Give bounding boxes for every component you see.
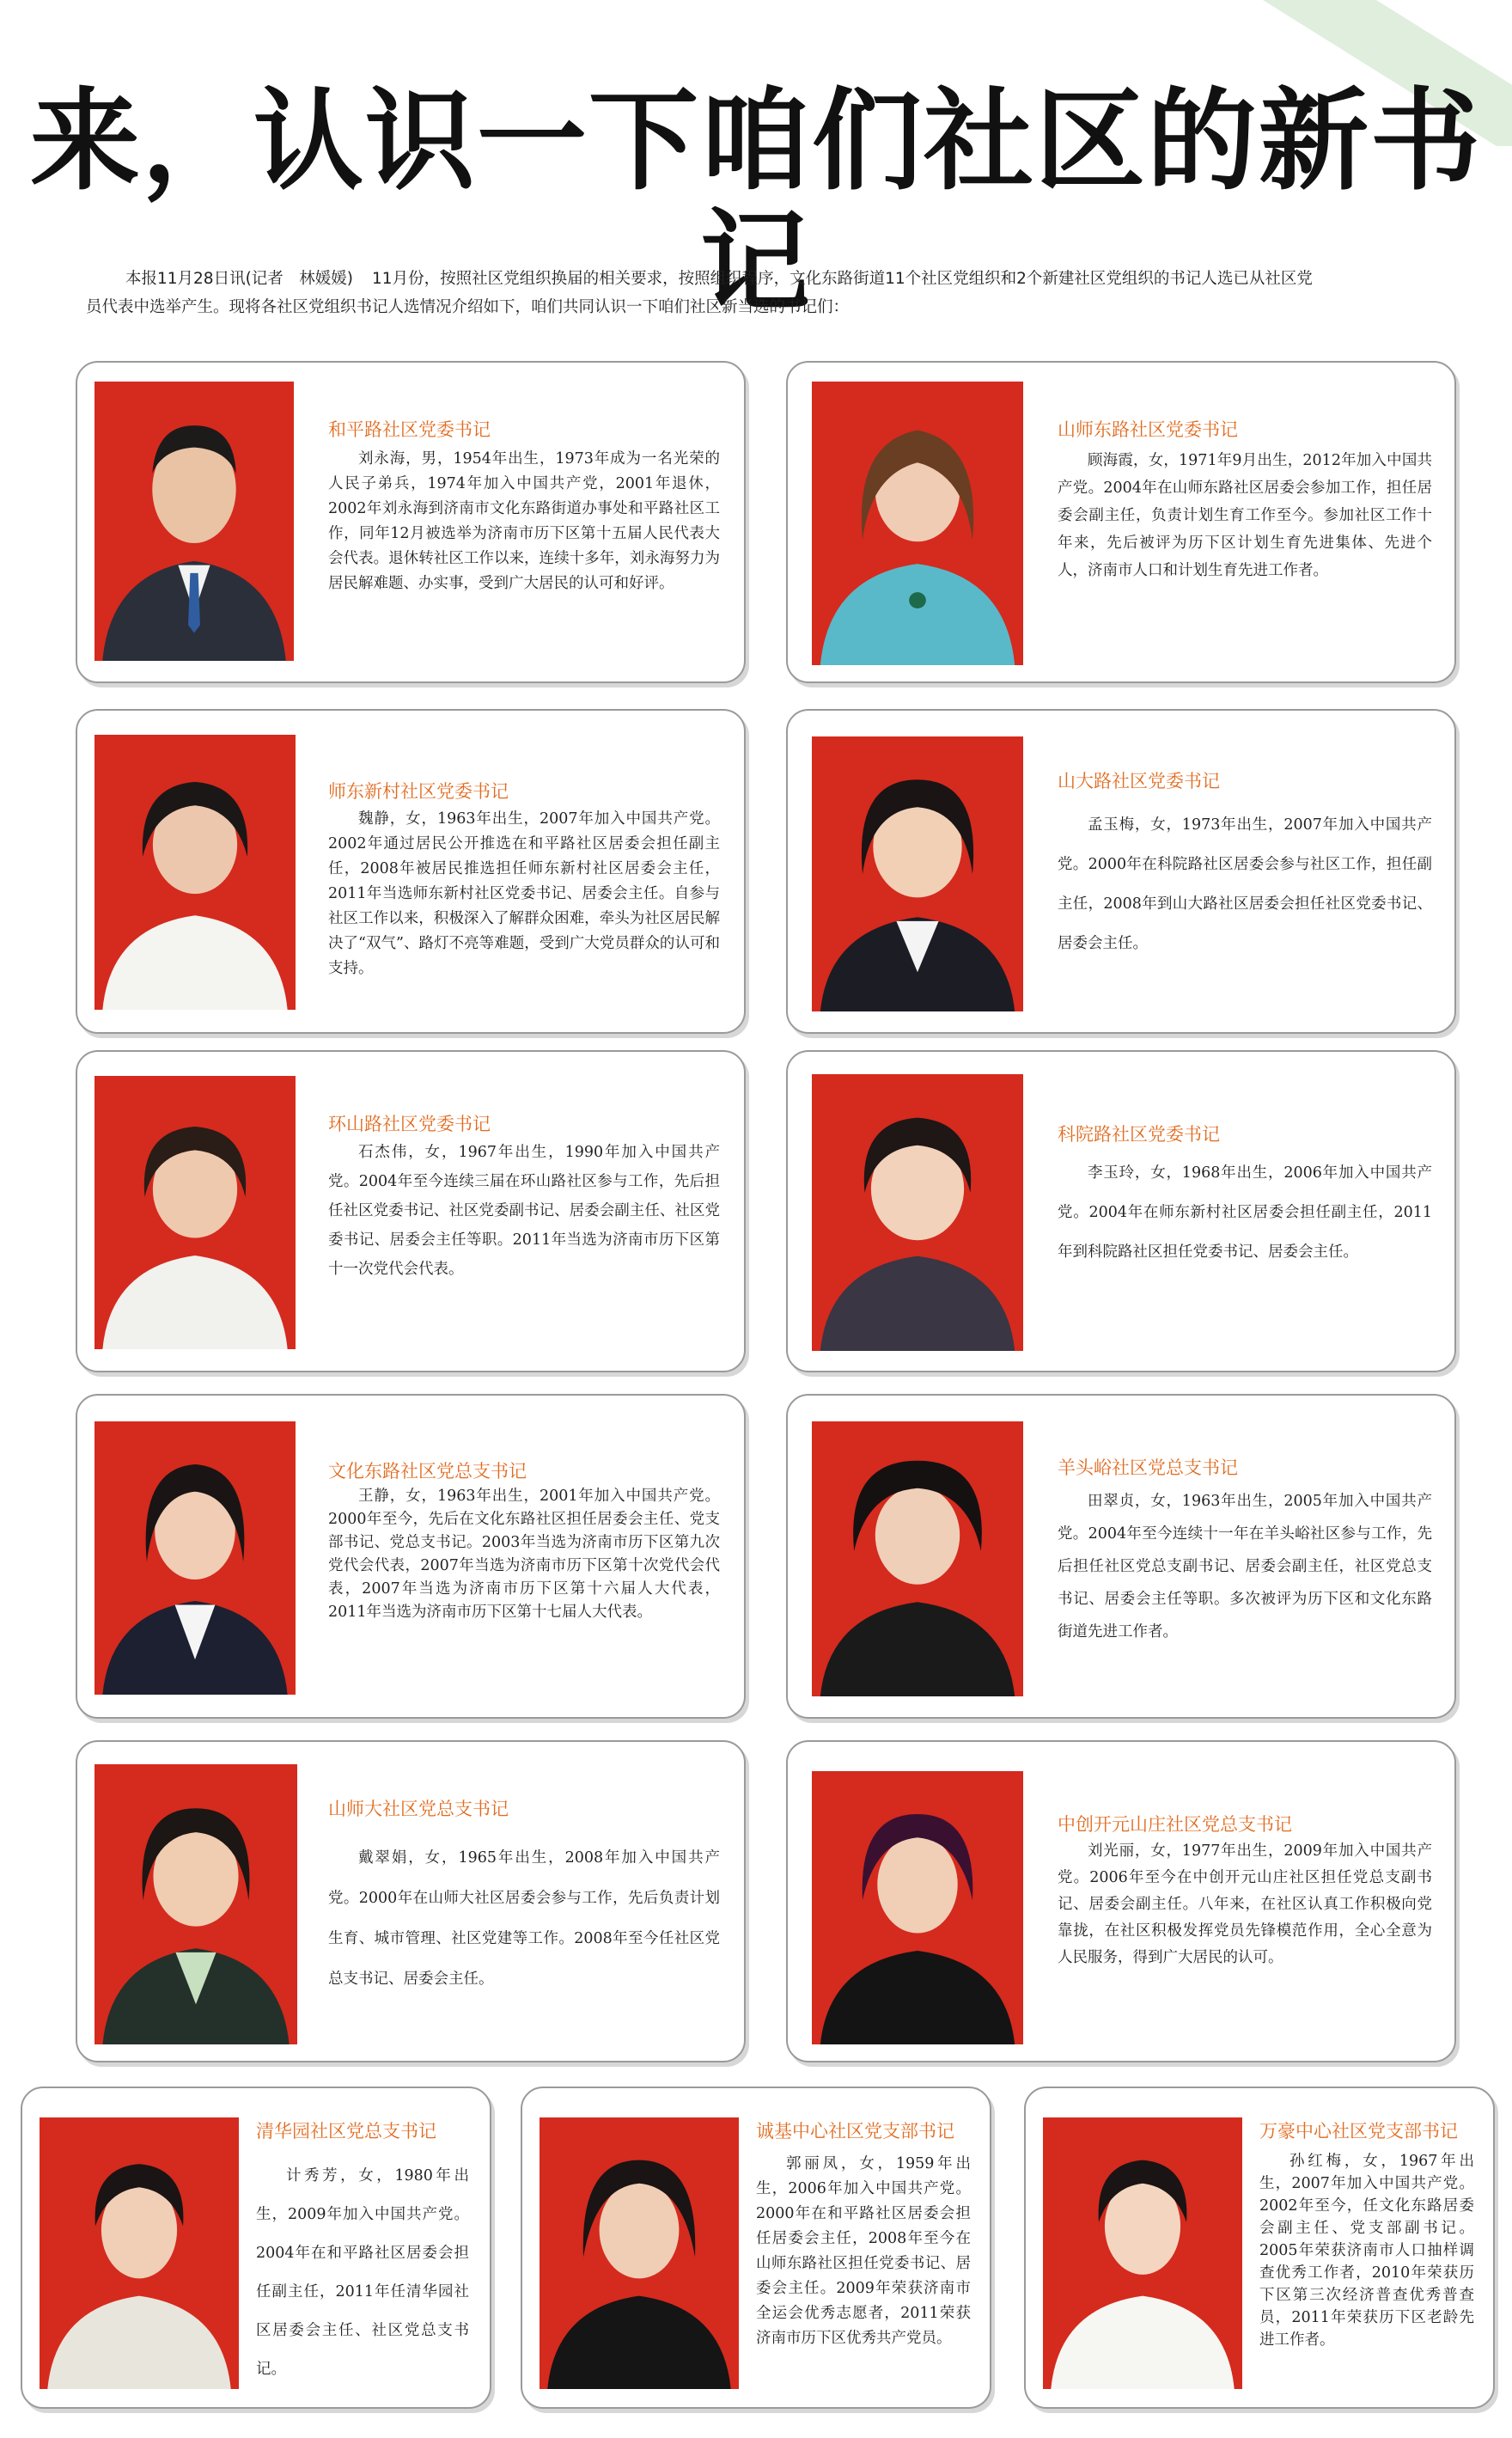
- card-bio: 刘永海，男，1954年出生，1973年成为一名光荣的人民子弟兵，1974年加入中国共产党，2001年退休，2002年刘永海到济南市文化东路街道办事处和平路社区工作，同年12月被选举为济南市历下区第十五届人民代表大会代表。退休转社区工作以来，连续十多年，刘永海努力为居民解难题、办实事，受到广大居民的认可和好评。: [328, 450, 720, 592]
- card-title: 清华园社区党总支书记: [256, 2121, 436, 2142]
- card-bio: 王静，女，1963年出生，2001年加入中国共产党。2000年至今，先后在文化东路社区担任居委会主任、党支部书记、党总支书记。2003年当选为济南市历下区第九次党代会代表，2007年当选为济南市历下区第十次党代会代表，2007年当选为济南市历下区第十六届人大代表，2011年当选为济南市历下区第十七届人大代表。: [328, 1488, 720, 1621]
- card-title: 中创开元山庄社区党总支书记: [1058, 1814, 1292, 1835]
- card-bio: 刘光丽，女，1977年出生，2009年加入中国共产党。2006年至今在中创开元山庄社区担任党总支副书记、居委会副主任。八年来，在社区认真工作积极向党靠拢，在社区积极发挥党员先锋模范作用，全心全意为人民服务，得到广大居民的认可。: [1058, 1842, 1432, 1966]
- profile-card: [76, 1050, 746, 1372]
- portrait-photo: [540, 2117, 739, 2389]
- portrait-photo: [94, 1764, 297, 2044]
- profile-card: [1024, 2087, 1495, 2409]
- card-bio: 计秀芳，女，1980年出生，2009年加入中国共产党。2004年在和平路社区居委会担任副主任，2011年任清华园社区居委会主任、社区党总支书记。: [256, 2167, 469, 2378]
- card-title: 山师大社区党总支书记: [328, 1799, 509, 1819]
- portrait-photo: [94, 1421, 296, 1695]
- card-title: 科院路社区党委书记: [1058, 1124, 1220, 1145]
- byline: 本报11月28日讯(记者 林媛媛): [125, 270, 354, 288]
- portrait-photo: [94, 382, 294, 661]
- profile-card: [76, 361, 746, 683]
- portrait-photo: [812, 1771, 1023, 2044]
- card-title: 羊头峪社区党总支书记: [1058, 1457, 1238, 1478]
- profile-card: [786, 1740, 1456, 2062]
- card-title: 环山路社区党委书记: [328, 1114, 491, 1134]
- card-title: 文化东路社区党总支书记: [328, 1461, 527, 1482]
- profile-card: [76, 1394, 746, 1719]
- profile-card: [786, 709, 1456, 1034]
- card-bio: 郭丽凤，女，1959年出生，2006年加入中国共产党。2000年在和平路社区居委会担任居委会主任，2008年至今在山师东路社区担任党委书记、居委会主任。2009年荣获济南市全运会优秀志愿者，2011荣获济南市历下区优秀共产党员。: [756, 2155, 971, 2347]
- card-bio: 魏静，女，1963年出生，2007年加入中国共产党。2002年通过居民公开推选在和平路社区居委会担任副主任，2008年被居民推选担任师东新村社区居委会主任，2011年当选师东新村社区党委书记、居委会主任。自参与社区工作以来，积极深入了解群众困难，牵头为社区居民解决了“双气”、路灯不亮等难题，受到广大党员群众的认可和支持。: [328, 810, 720, 977]
- card-bio: 孙红梅，女，1967年出生，2007年加入中国共产党。2002年至今，任文化东路居委会副主任、党支部副书记。2005年荣获济南市人口抽样调查优秀工作者，2010年荣获历下区第三次经济普查优秀普查员，2011年荣获历下区老龄先进工作者。: [1259, 2153, 1474, 2349]
- card-bio: 顾海霞，女，1971年9月出生，2012年加入中国共产党。2004年在山师东路社区居委会参加工作，担任居委会副主任，负责计划生育工作至今。参加社区工作十年来，先后被评为历下区计划生育先进集体、先进个人，济南市人口和计划生育先进工作者。: [1058, 452, 1432, 579]
- portrait-photo: [94, 735, 296, 1010]
- portrait-photo: [812, 1421, 1023, 1696]
- card-bio: 石杰伟，女，1967年出生，1990年加入中国共产党。2004年至今连续三届在环山路社区参与工作，先后担任社区党委书记、社区党委副书记、居委会副主任、社区党委书记、居委会主任等职。2011年当选为济南市历下区第十一次党代会代表。: [328, 1144, 720, 1278]
- lede-text: 11月份，按照社区党组织换届的相关要求，按照组织程序，文化东路街道11个社区党组织和2个新建社区党组织的书记人选已从社区党员代表中选举产生。现将各社区党组织书记人选情况介绍如下，咱们共同认识一下咱们社区新当选的书记们：: [86, 270, 1313, 316]
- profile-card: [21, 2087, 491, 2409]
- portrait-photo: [94, 1076, 296, 1349]
- portrait-photo: [1043, 2117, 1242, 2389]
- portrait-photo: [812, 382, 1023, 665]
- card-bio: 田翠贞，女，1963年出生，2005年加入中国共产党。2004年至今连续十一年在羊头峪社区参与工作，先后担任社区党总支副书记、居委会副主任，社区党总支书记、居委会主任等职。多次被评为历下区和文化东路街道先进工作者。: [1058, 1493, 1432, 1641]
- card-title: 诚基中心社区党支部书记: [756, 2121, 954, 2142]
- profile-card: [76, 1740, 746, 2062]
- portrait-photo: [812, 1074, 1023, 1351]
- card-title: 万豪中心社区党支部书记: [1259, 2121, 1458, 2142]
- portrait-photo: [40, 2117, 239, 2389]
- portrait-photo: [812, 736, 1023, 1011]
- card-title: 和平路社区党委书记: [328, 419, 491, 440]
- card-title: 山师东路社区党委书记: [1058, 419, 1238, 440]
- card-title: 师东新村社区党委书记: [328, 781, 509, 802]
- card-title: 山大路社区党委书记: [1058, 771, 1220, 791]
- lede-paragraph: [86, 265, 1323, 321]
- card-bio: 戴翠娟，女，1965年出生，2008年加入中国共产党。2000年在山师大社区居委会参与工作，先后负责计划生育、城市管理、社区党建等工作。2008年至今任社区党总支书记、居委会主任。: [328, 1849, 720, 1988]
- card-bio: 孟玉梅，女，1973年出生，2007年加入中国共产党。2000年在科院路社区居委会参与社区工作，担任副主任，2008年到山大路社区居委会担任社区党委书记、居委会主任。: [1058, 816, 1432, 952]
- profile-card: [786, 1394, 1456, 1719]
- profile-card: [76, 709, 746, 1034]
- card-bio: 李玉玲，女，1968年出生，2006年加入中国共产党。2004年在师东新村社区居委会担任副主任，2011年到科院路社区担任党委书记、居委会主任。: [1058, 1164, 1432, 1261]
- profile-card: [786, 1050, 1456, 1372]
- headline: 来，认识一下咱们社区的新书记: [29, 77, 1482, 327]
- profile-card: [786, 361, 1456, 683]
- profile-card: [521, 2087, 991, 2409]
